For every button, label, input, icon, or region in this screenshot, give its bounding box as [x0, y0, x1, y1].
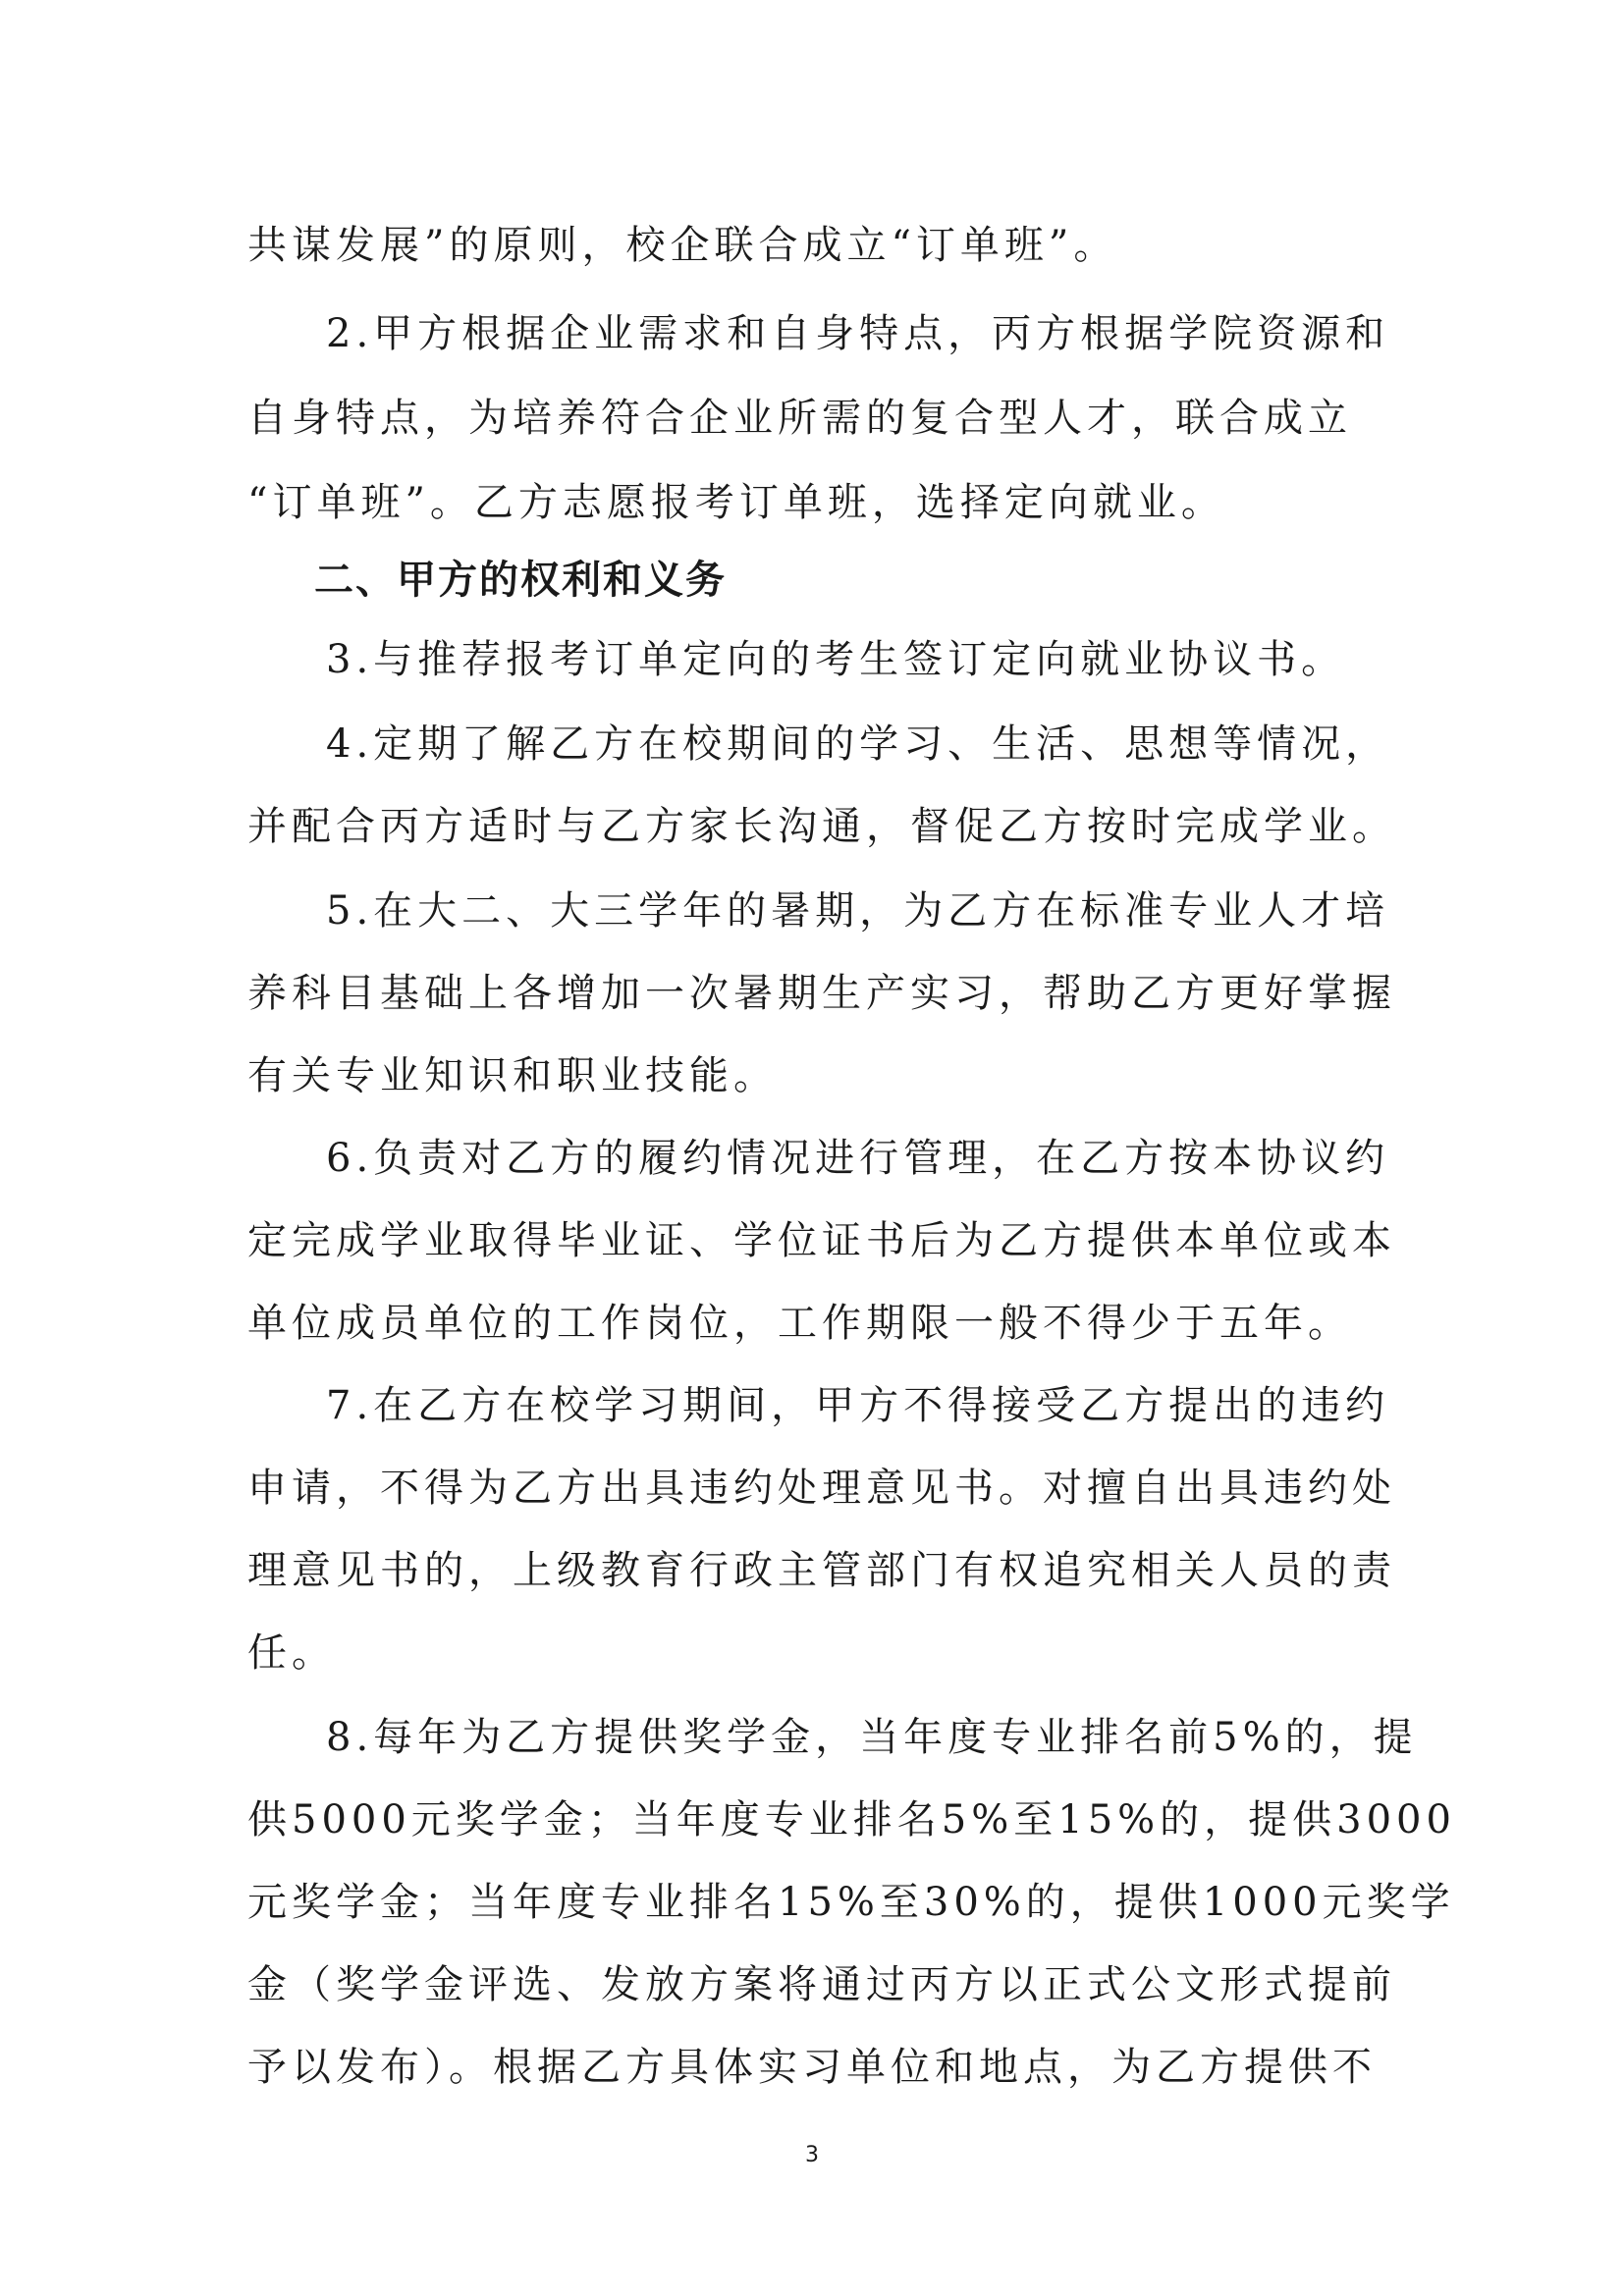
paragraph-line: 予以发布）。根据乙方具体实习单位和地点，为乙方提供不 — [247, 2045, 1377, 2090]
paragraph-line: 2.甲方根据企业需求和自身特点，丙方根据学院资源和 — [326, 311, 1390, 356]
paragraph-line: 4.定期了解乙方在校期间的学习、生活、思想等情况， — [326, 721, 1390, 767]
paragraph-line: “订单班”。乙方志愿报考订单班，选择定向就业。 — [247, 480, 1225, 525]
paragraph-line: 供5000元奖学金；当年度专业排名5%至15%的，提供3000 — [247, 1797, 1456, 1842]
paragraph-line: 理意见书的，上级教育行政主管部门有权追究相关人员的责 — [247, 1548, 1396, 1593]
paragraph-line: 金（奖学金评选、发放方案将通过丙方以正式公文形式提前 — [247, 1962, 1396, 2007]
paragraph-line: 元奖学金；当年度专业排名15%至30%的，提供1000元奖学 — [247, 1880, 1455, 1925]
paragraph-line: 任。 — [247, 1630, 336, 1676]
paragraph-line: 单位成员单位的工作岗位，工作期限一般不得少于五年。 — [247, 1301, 1352, 1346]
paragraph-line: 共谋发展”的原则，校企联合成立“订单班”。 — [247, 223, 1118, 268]
paragraph-line: 自身特点，为培养符合企业所需的复合型人才，联合成立 — [247, 396, 1352, 441]
paragraph-line: 定完成学业取得毕业证、学位证书后为乙方提供本单位或本 — [247, 1218, 1396, 1263]
paragraph-line: 8.每年为乙方提供奖学金，当年度专业排名前5%的，提 — [326, 1715, 1418, 1760]
paragraph-line: 有关专业知识和职业技能。 — [247, 1053, 778, 1098]
page-number: 3 — [805, 2143, 819, 2167]
paragraph-line: 3.与推荐报考订单定向的考生签订定向就业协议书。 — [326, 637, 1346, 682]
paragraph-line: 申请，不得为乙方出具违约处理意见书。对擅自出具违约处 — [247, 1466, 1396, 1511]
section-heading: 二、甲方的权利和义务 — [314, 558, 727, 603]
paragraph-line: 6.负责对乙方的履约情况进行管理，在乙方按本协议约 — [326, 1136, 1390, 1181]
paragraph-line: 7.在乙方在校学习期间，甲方不得接受乙方提出的违约 — [326, 1383, 1390, 1428]
paragraph-line: 养科目基础上各增加一次暑期生产实习，帮助乙方更好掌握 — [247, 971, 1396, 1016]
paragraph-line: 5.在大二、大三学年的暑期，为乙方在标准专业人才培 — [326, 888, 1390, 934]
paragraph-line: 并配合丙方适时与乙方家长沟通，督促乙方按时完成学业。 — [247, 804, 1396, 849]
